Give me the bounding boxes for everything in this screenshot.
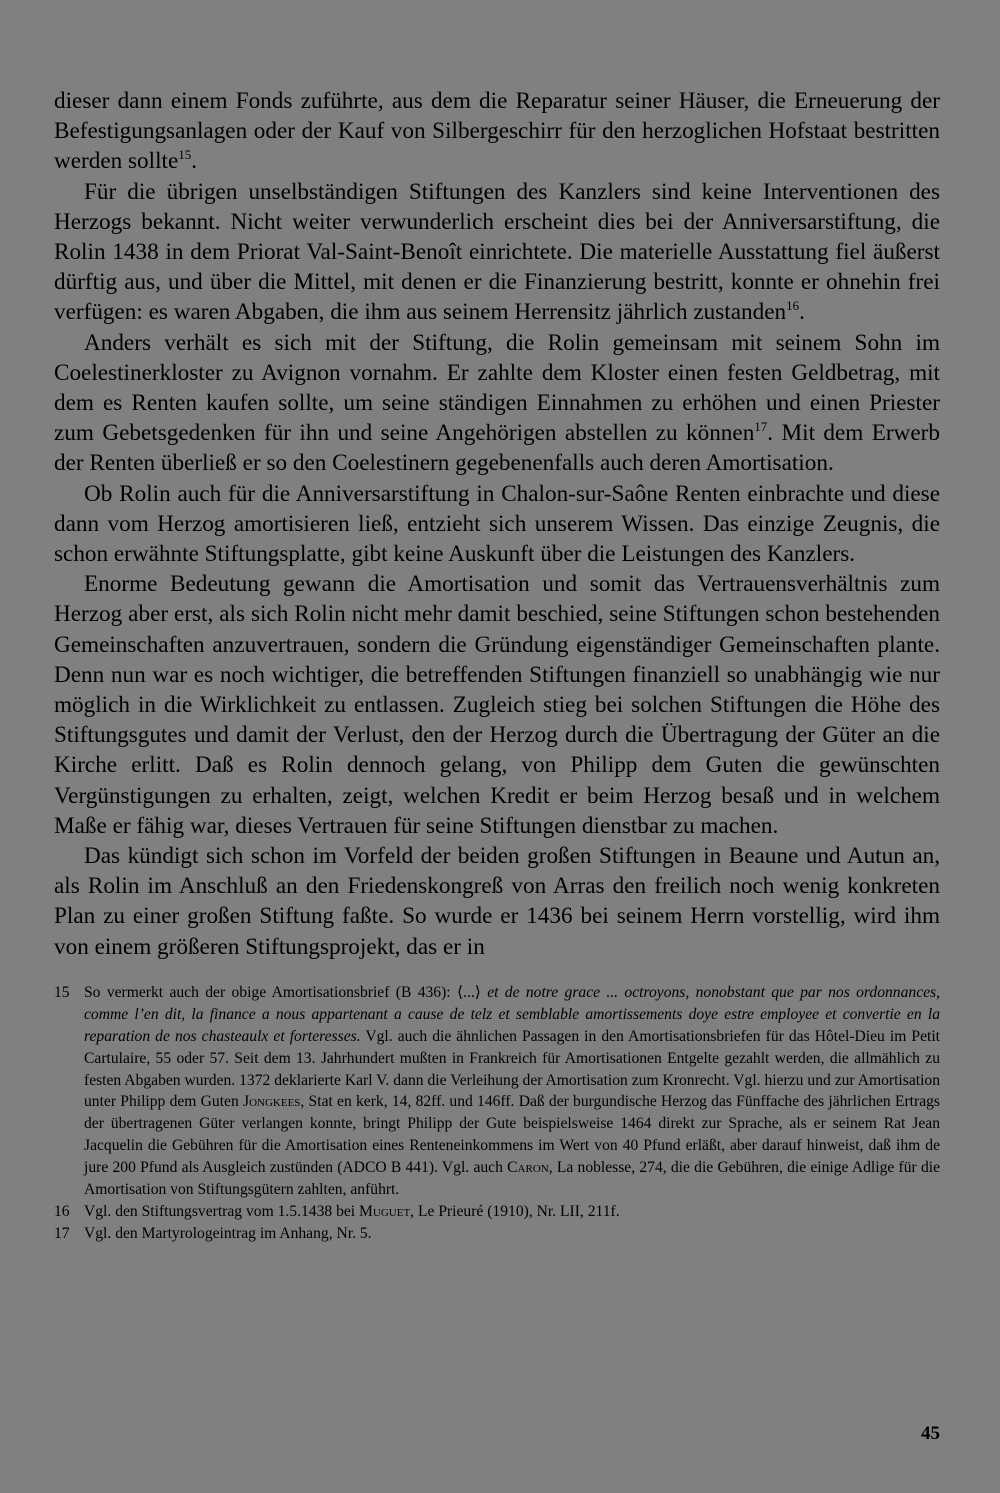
- footnote-17: [54, 1223, 940, 1245]
- author-name: Jongkees: [243, 1093, 301, 1111]
- footnote-number: 15: [54, 983, 70, 1001]
- page-number: 45: [921, 1423, 940, 1444]
- paragraph-6: Das kündigt sich schon im Vorfeld der beiden großen Stiftungen in Beaune und Autun an, als Rolin im Anschluß an den Friedenskongreß von Arras den freilich noch wenig konkreten Plan zu einer großen Stiftung faßte. So wurde er 1436 bei seinem Herrn vorstellig, wird ihm von einem größeren Stiftungsprojekt, das er in: [54, 843, 940, 960]
- footnote-number: 17: [54, 1224, 70, 1242]
- footnote-text: Vgl. den Martyrologeintrag im Anhang, Nr. 5.: [84, 1224, 372, 1242]
- page: [54, 86, 940, 1245]
- body-text: [54, 86, 940, 962]
- author-name: Muguet: [359, 1202, 411, 1220]
- footnote-number: 16: [54, 1202, 70, 1220]
- paragraph-5: Enorme Bedeutung gewann die Amortisation und somit das Vertrauensverhältnis zum Herzog aber erst, als sich Rolin nicht mehr damit beschied, seine Stiftungen schon bestehenden Gemeinschaften anzuvertrauen, sondern die Gründung eigenständiger Gemeinschaften plante. Denn nun war es noch wichtiger, die betreffenden Stiftungen finanziell so unabhängig wie nur möglich in die Wirklichkeit zu entlassen. Zugleich stieg bei solchen Stiftungen die Höhe des Stiftungsgutes und damit der Verlust, den der Herzog durch die Übertragung der Güter an die Kirche erlitt. Daß es Rolin dennoch gelang, von Philipp dem Guten die gewünschten Vergünstigungen zu erhalten, zeigt, welchen Kredit er beim Herzog besaß und in welchem Maße er fähig war, dieses Vertrauen für seine Stiftungen dienstbar zu machen.: [54, 571, 940, 839]
- footnote-ref-16[interactable]: 16: [786, 298, 800, 314]
- paragraph-1: dieser dann einem Fonds zuführte, aus dem die Reparatur seiner Häuser, die Erneuerung der Befestigungsanlagen oder der Kauf von Silbergeschirr für den herzoglichen Hofstaat bestritten werden sollte$^{15}$.: [54, 88, 940, 175]
- footnote-text: Vgl. den Stiftungsvertrag vom 1.5.1438 bei Muguet, Le Prieuré (1910), Nr. LII, 211f.: [84, 1202, 620, 1220]
- paragraph-4: Ob Rolin auch für die Anniversarstiftung in Chalon-sur-Saône Renten einbrachte und diese dann vom Herzog amortisieren ließ, entzieht sich unserem Wissen. Das einzige Zeugnis, die schon erwähnte Stiftungsplatte, gibt keine Auskunft über die Leistungen des Kanzlers.: [54, 480, 940, 568]
- footnote-ref-17[interactable]: 17: [754, 419, 768, 435]
- paragraph-3: Anders verhält es sich mit der Stiftung, die Rolin gemeinsam mit seinem Sohn im Coelestinerkloster zu Avignon vornahm. Er zahlte dem Kloster einen festen Geldbetrag, mit dem es Renten kaufen sollte, um seine ständigen Einnahmen zu erhöhen und einen Priester zum Gebetsgedenken für ihn und seine Angehörigen abstellen zu können$^{17}$. Mit dem Erwerb der Renten überließ er so den Coelestinern gegebenenfalls auch deren Amortisation.: [54, 329, 940, 477]
- footnote-16: [54, 1201, 940, 1223]
- paragraph-2: Für die übrigen unselbständigen Stiftungen des Kanzlers sind keine Interventionen des Herzogs bekannt. Nicht weiter verwunderlich erscheint dies bei der Anniversarstiftung, die Rolin 1438 in dem Priorat Val-Saint-Benoît einrichtete. Die materielle Ausstattung fiel äußerst dürftig aus, und über die Mittel, mit denen er die Finanzierung bestritt, konnte er ohnehin frei verfügen: es waren Abgaben, die ihm aus seinem Herrensitz jährlich zustanden$^{16}$.: [54, 178, 940, 326]
- footnote-text: So vermerkt auch der obige Amortisationsbrief (B 436): ⟨...⟩ et de notre grace ... octroyons, nonobstant que par nos ordonnances, comme l’en dit, la finance a nous appartenant a cause de telz et semblable amortissements doye estre employee et convertie en la reparation de nos chasteaulx et forteresses. Vgl. auch die ähnlichen Passagen in den Amortisationsbriefen für das Hôtel-Dieu im Petit Cartulaire, 55 oder 57. Seit dem 13. Jahrhundert mußten in Frankreich für Amortisationen Entgelte gezahlt werden, die allmählich zu festen Abgaben wurden. 1372 deklarierte Karl V. dann die Verleihung der Amortisation zum Kronrecht. Vgl. hierzu und zur Amortisation unter Philipp dem Guten Jongkees, Stat en kerk, 14, 82ff. und 146ff. Daß der burgundische Herzog das Fünffache des jährlichen Ertrags der übertragenen Güter verlangen konnte, bringt Philipp der Gute beispielsweise 1464 direkt zur Sprache, als er seinem Rat Jean Jacquelin die Gebühren für die Amortisation eines Renteneinkommens im Wert von 40 Pfund erläßt, aber darauf hinweist, daß ihm de jure 200 Pfund als Ausgleich zustünden (ADCO B 441). Vgl. auch Caron, La noblesse, 274, die die Gebühren, die einige Adlige für die Amortisation von Stiftungsgütern zahlten, anführt.: [84, 983, 941, 1199]
- author-name: Caron: [507, 1159, 549, 1177]
- footnote-ref-15[interactable]: 15: [178, 147, 192, 163]
- footnote-15: [54, 982, 940, 1201]
- footnotes: [54, 982, 940, 1245]
